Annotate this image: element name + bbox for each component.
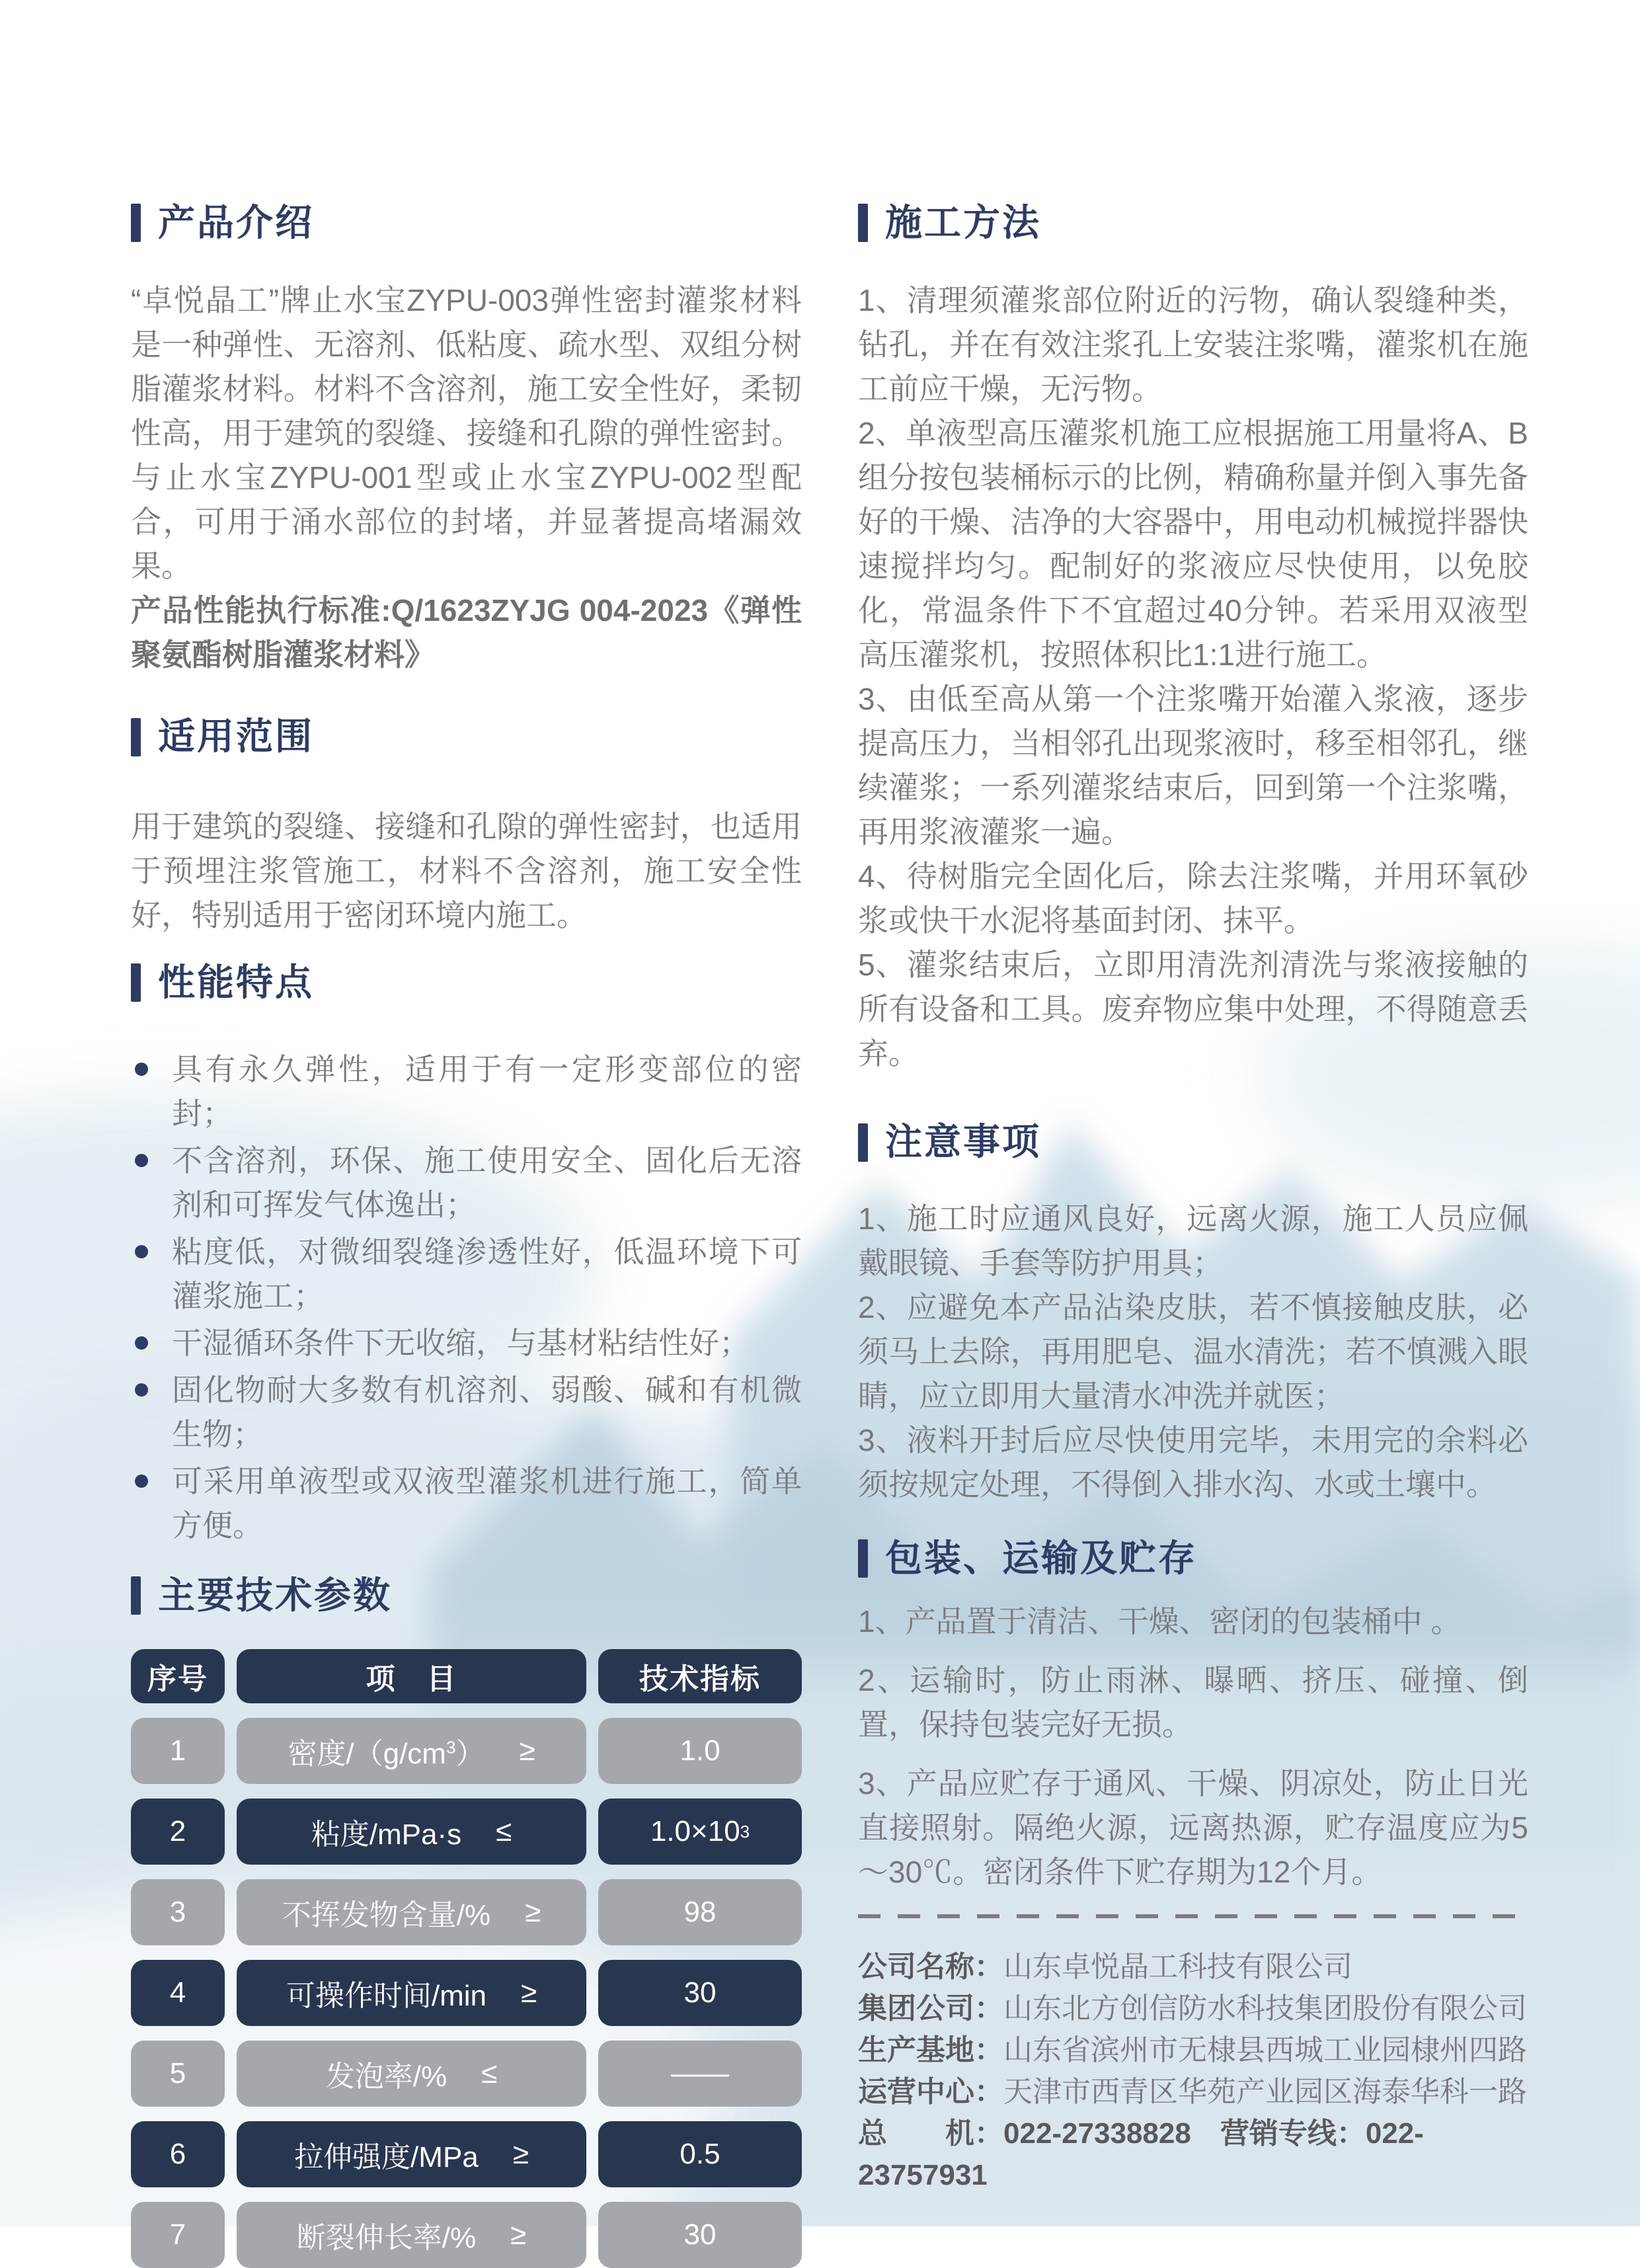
row-item-cell [237, 2121, 586, 2187]
company-label: 公司名称： [858, 1951, 1003, 1984]
company-label: 总 机： [858, 2117, 1003, 2150]
row-value-cell: 30 [598, 1960, 802, 2026]
section-title-params [131, 1574, 802, 1617]
bullet-dot-icon [135, 1475, 148, 1488]
company-row [858, 1946, 1528, 1988]
packing-item: 1、产品置于清洁、干燥、密闭的包装桶中 。 [858, 1604, 1462, 1639]
section-title-method [858, 202, 1528, 244]
method-list [858, 278, 1528, 1076]
company-label: 营销专线： [1220, 2117, 1366, 2150]
feature-text: 具有永久弹性，适用于有一定形变部位的密封； [172, 1052, 802, 1131]
packing-item: 2、运输时，防止雨淋、曝晒、挤压、碰撞、倒置，保持包装完好无损。 [858, 1663, 1528, 1742]
note-item: 2、应避免本产品沾染皮肤，若不慎接触皮肤，必须马上去除，再用肥皂、温水清洗；若不慎溅入眼睛，应立即用大量清水冲洗并就医； [858, 1289, 1528, 1413]
scope-paragraph: 用于建筑的裂缝、接缝和孔隙的弹性密封，也适用于预埋注浆管施工，材料不含溶剂，施工安全性好，特别适用于密闭环境内施工。 [131, 809, 802, 932]
row-item-cell [237, 1960, 586, 2026]
table-header-item: 项 目 [237, 1649, 586, 1703]
param-name: 粘度/mPa·s [311, 1818, 462, 1851]
param-name: 可操作时间/min [286, 1979, 487, 2012]
method-step: 1、清理须灌浆部位附近的污物，确认裂缝种类，钻孔，并在有效注浆孔上安装注浆嘴，灌浆机在施工前应干燥，无污物。 [858, 283, 1528, 407]
row-value-cell: 1.0×10 3 [598, 1799, 802, 1865]
section-title-notes [858, 1121, 1528, 1163]
param-operator: ≥ [525, 1895, 541, 1928]
feature-text: 粘度低，对微细裂缝渗透性好，低温环境下可灌浆施工； [172, 1235, 802, 1314]
note-item: 3、液料开封后应尽快使用完毕，未用完的余料必须按规定处理，不得倒入排水沟、水或土壤中。 [858, 1422, 1528, 1502]
title-bar-icon [858, 1539, 868, 1578]
row-no-cell: 3 [131, 1879, 225, 1945]
company-row [858, 2071, 1528, 2113]
section-title-scope [131, 715, 802, 758]
feature-text: 固化物耐大多数有机溶剂、弱酸、碱和有机微生物； [172, 1373, 802, 1452]
packing-list [858, 1600, 1528, 1894]
method-step: 2、单液型高压灌浆机施工应根据施工用量将A、B组分按包装桶标示的比例，精确称量并倒入事先备好的干燥、洁净的大容器中，用电动机械搅拌器快速搅拌均匀。配制好的浆液应尽快使用，以免胶化，常温条件下不宜超过40分钟。若采用双液型高压灌浆机，按照体积比1:1进行施工。 [858, 416, 1528, 672]
note-item: 1、施工时应通风良好，远离火源，施工人员应佩戴眼镜、手套等防护用具； [858, 1201, 1528, 1280]
notes-list [858, 1197, 1528, 1507]
packing-item: 3、产品应贮存于通风、干燥、阴凉处，防止日光直接照射。隔绝火源，远离热源，贮存温度应为5～30℃。密闭条件下贮存期为12个月。 [858, 1766, 1528, 1890]
company-value: 天津市西青区华苑产业园区海泰华科一路 [1003, 2076, 1527, 2109]
title-bar-icon [131, 718, 141, 756]
title-bar-icon [131, 963, 141, 1002]
features-list [131, 1047, 802, 1548]
row-no-cell: 2 [131, 1799, 225, 1865]
company-label: 生产基地： [858, 2034, 1003, 2067]
right-column [858, 202, 1528, 2196]
feature-text: 可采用单液型或双液型灌浆机进行施工，简单方便。 [172, 1464, 802, 1543]
company-label: 集团公司： [858, 1992, 1003, 2025]
method-step: 3、由低至高从第一个注浆嘴开始灌入浆液，逐步提高压力，当相邻孔出现浆液时，移至相邻孔，继续灌浆；一系列灌浆结束后，回到第一个注浆嘴，再用浆液灌浆一遍。 [858, 682, 1528, 850]
company-row [858, 1988, 1528, 2029]
section-title-features [131, 961, 802, 1004]
company-value: 山东卓悦晶工科技有限公司 [1003, 1951, 1352, 1984]
list-item [131, 1321, 802, 1365]
feature-text: 干湿循环条件下无收缩，与基材粘结性好； [172, 1326, 750, 1361]
company-label: 运营中心： [858, 2076, 1003, 2109]
row-item-cell [237, 1718, 586, 1784]
param-name: 拉伸强度/MPa [294, 2140, 479, 2173]
section-title-text: 施工方法 [885, 202, 1041, 243]
company-row-phones [858, 2113, 1528, 2196]
intro-standard-line: 产品性能执行标准:Q/1623ZYJG 004-2023《弹性聚氨酯树脂灌浆材料》 [131, 593, 802, 672]
row-no-cell: 6 [131, 2121, 225, 2187]
section-title-text: 注意事项 [885, 1121, 1041, 1163]
row-no-cell: 1 [131, 1718, 225, 1784]
param-name: 密度$/(g/cm^3)$ [288, 1736, 485, 1770]
title-bar-icon [858, 204, 868, 242]
intro-text: “卓悦晶工”牌止水宝ZYPU-003弹性密封灌浆材料是一种弹性、无溶剂、低粘度、疏水型、双组分树脂灌浆材料。材料不含溶剂，施工安全性好，柔韧性高，用于建筑的裂缝、接缝和孔隙的弹性密封。与止水宝ZYPU-001型或止水宝ZYPU-002型配合，可用于涌水部位的封堵，并显著提高堵漏效果。 [131, 283, 802, 584]
intro-paragraph [131, 278, 802, 677]
section-title-text: 包装、运输及贮存 [885, 1537, 1197, 1579]
title-bar-icon [131, 204, 141, 242]
bullet-dot-icon [135, 1245, 148, 1258]
list-item [131, 1047, 802, 1136]
technical-parameters-table [131, 1649, 802, 2268]
feature-text: 不含溶剂，环保、施工使用安全、固化后无溶剂和可挥发气体逸出； [172, 1143, 802, 1223]
bullet-dot-icon [135, 1063, 148, 1076]
param-name: 断裂伸长率/% [296, 2221, 477, 2254]
left-column [131, 202, 802, 2268]
list-item [131, 1459, 802, 1548]
bullet-dot-icon [135, 1154, 148, 1167]
param-operator: ≥ [512, 2137, 529, 2170]
param-operator: ≥ [510, 2218, 527, 2251]
param-name: 发泡率/% [325, 2060, 448, 2093]
row-no-cell: 7 [131, 2202, 225, 2268]
section-title-intro [131, 202, 802, 244]
param-operator: ≥ [520, 1976, 537, 2009]
company-value: 山东省滨州市无棣县西城工业园棣州四路 [1003, 2034, 1527, 2067]
company-info-block [858, 1946, 1528, 2196]
param-operator: ≤ [481, 2056, 498, 2089]
bullet-dot-icon [135, 1383, 148, 1397]
table-header-value: 技术指标 [598, 1649, 802, 1703]
row-value-cell: —— [598, 2041, 802, 2107]
list-item [131, 1139, 802, 1227]
section-title-text: 主要技术参数 [158, 1574, 392, 1617]
list-item [131, 1368, 802, 1457]
param-operator: ≤ [496, 1814, 512, 1847]
param-operator: ≥ [519, 1734, 535, 1767]
row-value-cell: 1.0 [598, 1718, 802, 1784]
phone-number: 022-27338828 [1003, 2117, 1191, 2150]
section-title-text: 适用范围 [158, 715, 314, 758]
row-no-cell: 5 [131, 2041, 225, 2107]
row-value-cell: 30 [598, 2202, 802, 2268]
list-item [131, 1230, 802, 1318]
company-row [858, 2029, 1528, 2071]
title-bar-icon [858, 1123, 868, 1162]
company-value: 山东北方创信防水科技集团股份有限公司 [1003, 1992, 1527, 2025]
row-item-cell [237, 2041, 586, 2107]
title-bar-icon [131, 1576, 141, 1615]
row-value-cell: 98 [598, 1879, 802, 1945]
row-value-cell: 0.5 [598, 2121, 802, 2187]
row-no-cell: 4 [131, 1960, 225, 2026]
dashed-divider [858, 1914, 1528, 1918]
param-name: 不挥发物含量/% [282, 1898, 491, 1931]
row-item-cell [237, 2202, 586, 2268]
section-title-packing [858, 1537, 1528, 1580]
row-item-cell [237, 1879, 586, 1945]
method-step: 4、待树脂完全固化后，除去注浆嘴，并用环氧砂浆或快干水泥将基面封闭、抹平。 [858, 859, 1528, 938]
row-item-cell [237, 1799, 586, 1865]
table-header-no: 序号 [131, 1649, 225, 1703]
section-title-text: 性能特点 [158, 961, 314, 1003]
bullet-dot-icon [135, 1336, 148, 1350]
phone-number: 022-23757931 [858, 2117, 1424, 2192]
section-title-text: 产品介绍 [158, 202, 314, 243]
method-step: 5、灌浆结束后，立即用清洗剂清洗与浆液接触的所有设备和工具。废弃物应集中处理，不得随意丢弃。 [858, 948, 1528, 1071]
